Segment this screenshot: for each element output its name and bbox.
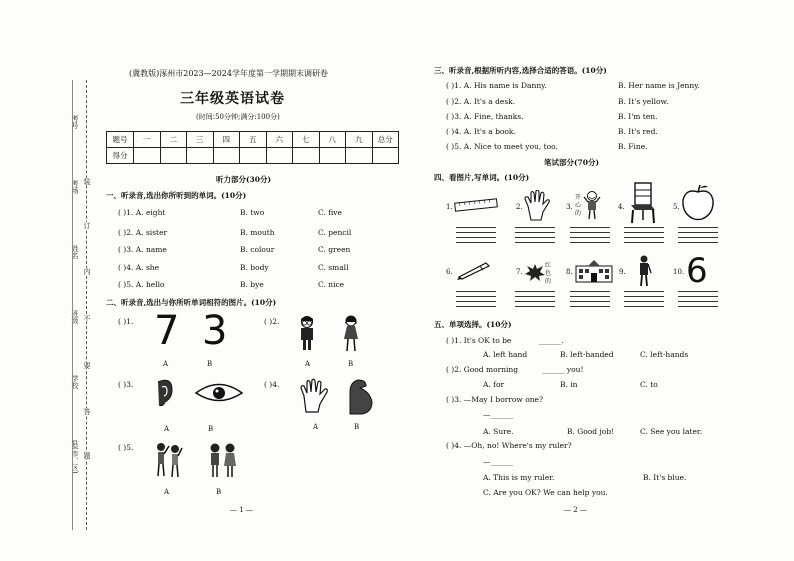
score-cell[interactable] [160,148,187,164]
school-building-icon [574,258,614,284]
s2-q4: ( )4. [264,380,280,389]
option-b: B [216,488,222,496]
binding-char: 装 [83,178,91,185]
s3-q3-b: B. I'm ten. [618,112,658,121]
s5-q2-blank: ______ you! [542,365,584,374]
s5-q3-a: A. Sure. [483,427,514,436]
chair-icon [627,182,657,224]
s5-q1-c: C. left-hands [640,350,689,359]
answer-lines[interactable] [678,291,718,311]
option-b: B [208,425,214,433]
exam-source: (冀教版)涿州市2023—2024学年度第一学期期末调研卷 [129,69,328,78]
s1-q1-b: B. two [240,208,265,217]
binding-char: 要 [83,362,91,369]
happy-kid-icon [583,190,601,220]
s5-q4-b: B. It's blue. [643,473,687,482]
caption-char: 的 [545,278,552,285]
ruler-icon [454,198,498,212]
caption-char: 的 [575,210,582,217]
s3-q1: ( )1. A. His name is Danny. [446,81,547,90]
s1-q1-c: C. five [318,208,342,217]
page-title: 三年级英语试卷 [180,91,285,107]
s1-q4: ( )4. A. she [118,263,160,272]
section3-title: 三、听录音,根据所听内容,选择合适的答语。(10分) [434,66,607,75]
county-label: 县(市、区) [71,440,79,474]
answer-lines[interactable] [456,227,496,247]
s3-q1-b: B. Her name is Jenny. [618,81,700,90]
score-header: 四 [213,132,240,148]
caption-char: 心 [575,202,582,209]
score-cell[interactable] [134,148,161,164]
s1-q4-c: C. small [318,263,349,272]
arm-muscle-icon [344,378,376,416]
s5-q3-c: C. See you later. [640,427,703,436]
kids-standing-icon [206,440,240,480]
score-cell[interactable] [213,148,240,164]
listening-heading: 听力部分(30分) [216,175,272,184]
score-cell[interactable] [372,148,399,164]
s1-q3-c: C. green [318,245,351,254]
score-header: 五 [240,132,267,148]
s3-q2-b: B. It's yellow. [618,97,669,106]
margin-rule [72,80,73,530]
option-b: B [348,360,354,368]
red-splash-icon [524,262,546,282]
written-heading: 笔试部分(70分) [544,158,600,167]
binding-char: 订 [83,222,91,229]
score-cell[interactable] [293,148,320,164]
score-row-label: 得分 [107,148,134,164]
s3-q5: ( )5. A. Nice to meet you, too. [446,142,558,151]
hand-icon [298,378,332,414]
s3-q4: ( )4. A. It's a book. [446,127,516,136]
binding-line [86,80,87,530]
score-header: 总分 [372,132,399,148]
s3-q3: ( )3. A. Fine, thanks. [446,112,524,121]
digit-seven: 7 [154,308,180,354]
option-a: A [164,425,170,433]
page-number-1: — 1 — [230,506,253,514]
answer-lines[interactable] [570,227,610,247]
score-cell[interactable] [240,148,267,164]
s4-num: 8. [566,268,573,276]
score-cell[interactable] [266,148,293,164]
option-b: B [354,423,360,431]
school-label: 学校 [71,375,79,389]
exam-room-label: 考场 [71,180,79,194]
score-header: 题号 [107,132,134,148]
s5-q1: ( )1. It's OK to be [446,336,512,345]
girl-icon [340,314,362,352]
score-cell[interactable] [187,148,214,164]
answer-lines[interactable] [624,291,664,311]
s5-q4-blank: —______ [483,457,513,466]
s2-q2: ( )2. [264,317,280,326]
s4-num: 10. [673,268,685,276]
s4-num: 7. [516,268,523,276]
s5-q1-a: A. left hand [483,350,528,359]
s5-q3-blank: —______ [483,410,513,419]
s1-q4-b: B. body [240,263,269,272]
answer-lines[interactable] [678,227,718,247]
s1-q1: ( )1. A. eight [118,208,166,217]
s5-q4: ( )4. —Oh, no! Where's my ruler? [446,441,572,450]
s3-q5-b: B. Fine. [618,142,648,151]
s4-num: 5. [673,203,680,211]
s4-num: 1. [446,203,453,211]
section2-title: 二、听录音,选出与你所听单词相符的图片。(10分) [106,298,277,307]
score-header: 二 [160,132,187,148]
s4-num: 4. [618,203,625,211]
caption-char: 红 [545,262,552,269]
name-label: 姓名 [71,245,79,259]
caption-char: 开 [575,194,582,201]
score-table [106,131,399,164]
score-cell[interactable] [319,148,346,164]
digit-three: 3 [202,308,228,354]
option-a: A [305,360,311,368]
caption-char: 色 [545,270,552,277]
exam-time: (时间:50分钟;满分:100分) [196,113,280,121]
answer-lines[interactable] [515,291,555,311]
score-header: 八 [319,132,346,148]
s1-q2-b: B. mouth [240,228,275,237]
s5-q1-b: B. left-handed [560,350,614,359]
answer-lines[interactable] [515,227,555,247]
section4-title: 四、看图片,写单词。(10分) [434,173,530,182]
ear-icon [152,378,176,408]
s2-q1: ( )1. [118,317,134,326]
eye-icon [194,382,244,404]
s2-q5: ( )5. [118,443,134,452]
s5-q2-b: B. in [560,380,578,389]
exam-number-label: 考号 [71,115,79,129]
s5-q2-c: C. to [640,380,658,389]
s4-num: 2. [516,203,523,211]
s3-q4-b: B. It's red. [618,127,658,136]
s5-q1-blank: ______. [539,336,564,345]
s1-q5: ( )5. A. hello [118,280,165,289]
answer-lines[interactable] [570,291,610,311]
s3-q2: ( )2. A. It's a desk. [446,97,516,106]
s5-q2: ( )2. Good morning [446,365,519,374]
option-a: A [164,488,170,496]
s1-q3: ( )3. A. name [118,245,167,254]
answer-lines[interactable] [624,227,664,247]
s1-q2-c: C. pencil [318,228,352,237]
tall-man-icon [636,255,652,287]
answer-lines[interactable] [456,291,496,311]
pen-icon [456,260,492,280]
score-header: 六 [266,132,293,148]
s5-q4-c: C. Are you OK? We can help you. [483,488,608,497]
score-header: 三 [187,132,214,148]
section1-title: 一、听录音,选出你所听到的单词。(10分) [106,191,247,200]
s1-q2: ( )2. A. sister [118,228,168,237]
s4-num: 3. [566,203,573,211]
binding-char: 不 [83,315,91,322]
score-header: 一 [134,132,161,148]
s5-q2-a: A. for [483,380,505,389]
s4-num: 9. [619,268,626,276]
binding-char: 题 [83,452,91,459]
s2-q3: ( )3. [118,380,134,389]
apple-icon [680,184,716,222]
s1-q5-c: C. nice [318,280,345,289]
page-number-2: — 2 — [564,506,587,514]
score-header: 九 [346,132,373,148]
section5-title: 五、单项选择。(10分) [434,320,512,329]
kids-waving-icon [152,440,184,480]
s5-q3-b: B. Good job! [567,427,615,436]
s5-q4-a: A. This is my ruler. [483,473,555,482]
score-cell[interactable] [346,148,373,164]
binding-char: 答 [83,408,91,415]
s1-q5-b: B. bye [240,280,264,289]
score-header: 七 [293,132,320,148]
s4-num: 6. [446,268,453,276]
class-label: 班级 [71,310,79,324]
s5-q3: ( )3. —May I borrow one? [446,395,544,404]
s1-q3-b: B. colour [240,245,275,254]
binding-char: 内 [83,268,91,275]
digit-six: 6 [686,251,708,291]
option-b: B [207,360,213,368]
hand-icon [523,190,551,222]
option-a: A [163,360,169,368]
boy-glasses-icon [296,315,318,351]
option-a: A [313,423,319,431]
